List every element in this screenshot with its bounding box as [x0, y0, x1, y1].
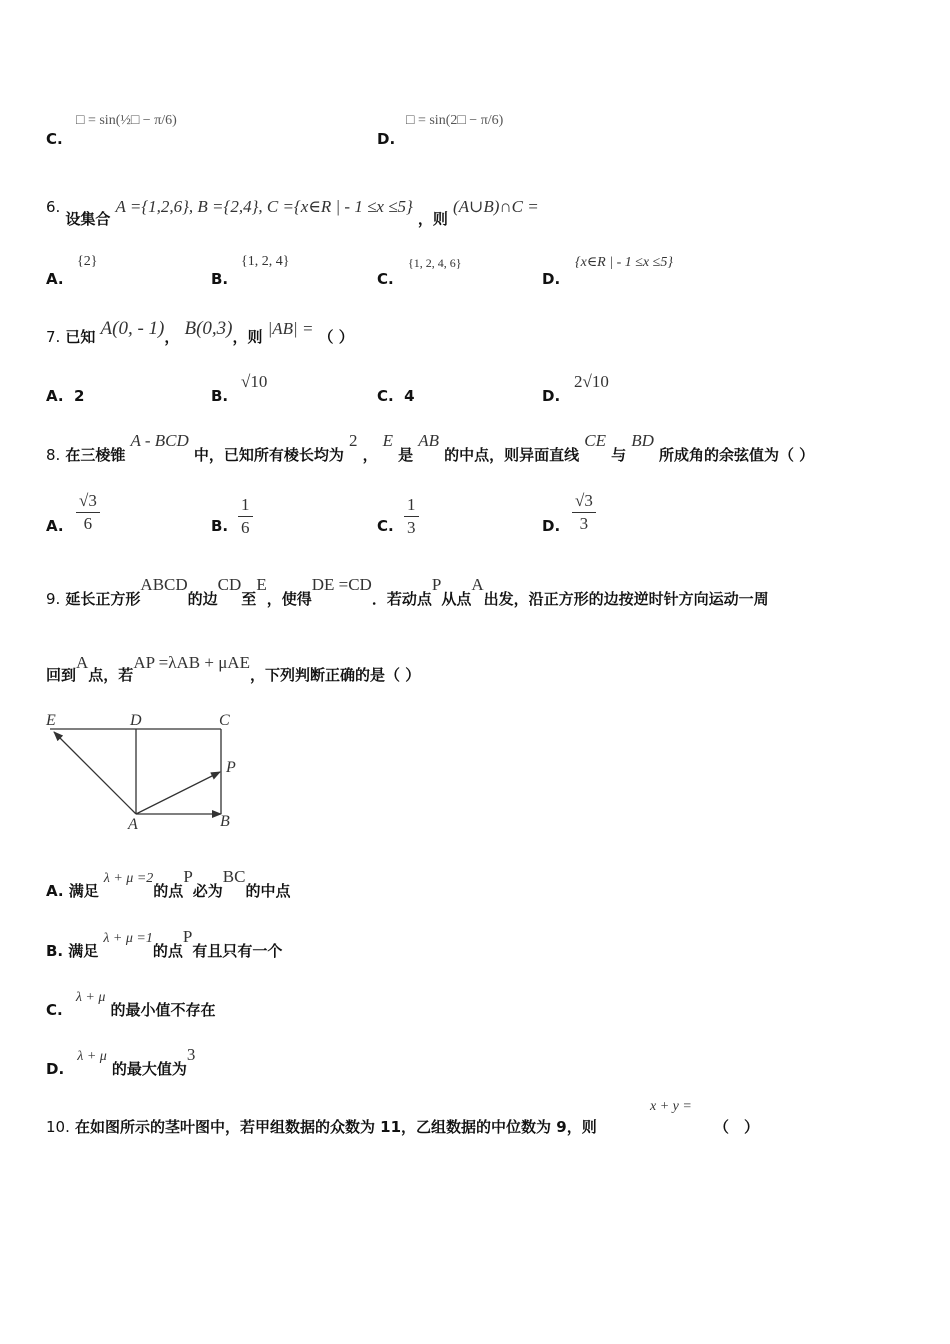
- q6-query: (A∪B)∩C =: [453, 197, 539, 216]
- q9-square-figure: [40, 708, 250, 833]
- q9-option-c-math-1: λ + μ: [75, 990, 106, 1005]
- q6-option-c-label: C.: [377, 270, 394, 288]
- q7-abs-expression: |AB| =: [267, 319, 314, 338]
- q8-math-2: 2: [348, 431, 358, 450]
- q8-math-6: BD: [631, 431, 654, 450]
- question-6-stem: [46, 196, 539, 228]
- q6-option-b-label: B.: [211, 270, 229, 288]
- q10-text: 在如图所示的茎叶图中，若甲组数据的众数为 11，乙组数据的中位数为 9，则: [74, 1118, 597, 1136]
- q9-option-c-text-1: 的最小值不存在: [110, 1001, 216, 1019]
- q8-number: 8.: [46, 446, 61, 464]
- q7-option-c-value: 4: [404, 387, 415, 405]
- q8-option-b-label: B.: [211, 517, 229, 535]
- q5-option-d-label: D.: [377, 130, 396, 148]
- q9-option-a-math-1: λ + μ =2: [103, 871, 154, 886]
- q7-option-a: [46, 387, 84, 405]
- q9-option-d-label: D.: [46, 1060, 65, 1078]
- q9-option-d-math-2: 3: [186, 1045, 196, 1064]
- q9-option-a-math-3: BC: [222, 867, 246, 886]
- q6-option-c-value: {1, 2, 4, 6}: [408, 256, 462, 270]
- figure-label-c: C: [219, 712, 230, 729]
- q8-option-b-fraction: [238, 494, 253, 539]
- q9-line2-text-b: 点，若: [88, 666, 134, 684]
- q9-math-4: DE =CD: [311, 575, 372, 594]
- q6-option-a-value: {2}: [77, 254, 98, 269]
- q9-option-b-math-1: λ + μ =1: [103, 931, 153, 946]
- q9-option-a-text-2: 的点: [153, 882, 184, 900]
- q9-line2-math-2: AP =λAB + μAE: [133, 653, 250, 672]
- q8-option-d-label: D.: [542, 517, 561, 535]
- q9-text-3: 至: [241, 590, 257, 608]
- figure-label-b: B: [220, 813, 230, 830]
- q6-option-d-value: {x∈R | - 1 ≤x ≤5}: [575, 255, 673, 270]
- q9-text-7: 出发，沿正方形的边按逆时针方向运动一周: [483, 590, 769, 608]
- q9-option-d-text-1: 的最大值为: [111, 1060, 187, 1078]
- q8-text-4: 是: [398, 446, 414, 464]
- q7-option-d-value: 2√10: [574, 372, 609, 391]
- q8-option-c-fraction: [404, 494, 419, 539]
- q8-text-3: ，: [362, 446, 378, 464]
- q6-text-a: 设集合: [65, 210, 111, 228]
- question-8-stem: [46, 430, 815, 464]
- q9-option-b-text-3: 有且只有一个: [192, 942, 283, 960]
- q7-paren: （ ）: [318, 328, 354, 346]
- q8-option-c-label: C.: [377, 517, 394, 535]
- q8-text-1: 在三棱锥: [65, 446, 126, 464]
- q7-option-b-label: B.: [211, 387, 229, 405]
- q9-option-b-text-1: 满足: [68, 942, 99, 960]
- q8-math-5: CE: [584, 431, 606, 450]
- question-9-stem-line1: [46, 574, 769, 608]
- q9-math-3: E: [256, 575, 267, 594]
- q8-option-c-numerator: 1: [404, 494, 419, 517]
- q9-math-5: P: [431, 575, 442, 594]
- q7-point-a: A(0, - 1): [100, 318, 165, 339]
- q9-text-4: ，使得: [266, 590, 312, 608]
- q9-option-b: [46, 926, 283, 960]
- q7-option-a-label: A.: [46, 387, 64, 405]
- q7-option-c: [377, 387, 415, 405]
- q9-option-d-math-1: λ + μ: [77, 1049, 107, 1064]
- q8-text-2: 中，已知所有棱长均为: [193, 446, 344, 464]
- q9-option-c-label: C.: [46, 1001, 63, 1019]
- figure-label-e: E: [46, 712, 56, 729]
- question-10-stem: [46, 1116, 597, 1137]
- q9-math-6: A: [471, 575, 484, 594]
- q8-option-a-numerator: √3: [76, 490, 100, 513]
- q9-option-a-text-3: 必为: [192, 882, 223, 900]
- q10-paren: （ ）: [714, 1118, 760, 1136]
- q8-text-6: 与: [611, 446, 627, 464]
- q8-option-b-denominator: 6: [241, 518, 250, 537]
- q5-option-d-formula: □ = sin(2□ − π/6): [406, 113, 504, 128]
- q9-option-a: [46, 866, 291, 900]
- q9-math-1: ABCD: [140, 575, 188, 594]
- q8-option-d-denominator: 3: [579, 514, 589, 533]
- q7-option-c-label: C.: [377, 387, 394, 405]
- q6-option-b-value: {1, 2, 4}: [241, 254, 290, 269]
- q7-point-b: B(0,3): [184, 318, 233, 339]
- q9-line2-text-a: 回到: [46, 666, 77, 684]
- q8-option-d-numerator: √3: [572, 490, 596, 513]
- q8-option-a-label: A.: [46, 517, 64, 535]
- q7-number: 7.: [46, 328, 61, 346]
- q9-text-5: ．若动点: [371, 590, 432, 608]
- q9-option-b-label: B.: [46, 942, 64, 960]
- q8-text-5: 的中点，则异面直线: [444, 446, 580, 464]
- q5-option-c-label: C.: [46, 130, 63, 148]
- q7-text-a: 已知: [65, 328, 96, 346]
- q9-option-a-math-2: P: [183, 867, 193, 886]
- q9-line2-math-1: A: [76, 653, 89, 672]
- figure-vector-ap: [136, 772, 220, 814]
- q9-option-a-text-4: 的中点: [245, 882, 291, 900]
- q7-text-b: ，则: [232, 328, 263, 346]
- q8-math-4: AB: [418, 431, 440, 450]
- q9-number: 9.: [46, 590, 61, 608]
- q9-text-2: 的边: [187, 590, 218, 608]
- q7-option-b-value: √10: [241, 372, 268, 391]
- q9-line2-text-c: ，下列判断正确的是（ ）: [249, 666, 421, 684]
- q6-number: 6.: [46, 198, 61, 216]
- q9-option-c: [46, 985, 216, 1019]
- q8-option-d-fraction: [572, 490, 596, 535]
- q6-option-d-label: D.: [542, 270, 561, 288]
- question-9-stem-line2: [46, 652, 421, 684]
- q7-option-d-label: D.: [542, 387, 561, 405]
- figure-label-d: D: [130, 712, 142, 729]
- q6-option-a-label: A.: [46, 270, 64, 288]
- q6-set-expression: A ={1,2,6}, B ={2,4}, C ={x∈R | - 1 ≤x ≤5}: [115, 197, 413, 216]
- q9-option-b-math-2: P: [182, 927, 193, 946]
- q8-option-c-denominator: 3: [407, 518, 416, 537]
- q7-separator: ，: [164, 328, 180, 346]
- figure-label-p: P: [226, 759, 236, 776]
- q5-option-c-formula: □ = sin(½□ − π/6): [76, 113, 177, 128]
- q9-option-d: [46, 1044, 196, 1078]
- q9-option-a-label: A.: [46, 882, 64, 900]
- q9-option-a-text-1: 满足: [68, 882, 99, 900]
- q9-text-6: 从点: [441, 590, 472, 608]
- q8-option-a-fraction: [76, 490, 100, 535]
- q8-text-7: 所成角的余弦值为（ ）: [658, 446, 815, 464]
- q8-math-3: E: [382, 431, 394, 450]
- q9-text-1: 延长正方形: [65, 590, 141, 608]
- q8-option-b-numerator: 1: [238, 494, 253, 517]
- question-7-stem: [46, 318, 354, 346]
- q10-expression: x + y =: [650, 1099, 692, 1114]
- q9-option-b-text-2: 的点: [152, 942, 183, 960]
- figure-vector-ae: [54, 732, 136, 814]
- q9-math-2: CD: [217, 575, 242, 594]
- q10-number: 10.: [46, 1118, 70, 1136]
- q8-math-1: A - BCD: [130, 431, 189, 450]
- q7-option-a-value: 2: [74, 387, 85, 405]
- q6-text-b: ，则: [417, 210, 448, 228]
- figure-label-a: A: [128, 816, 138, 833]
- q8-option-a-denominator: 6: [83, 514, 93, 533]
